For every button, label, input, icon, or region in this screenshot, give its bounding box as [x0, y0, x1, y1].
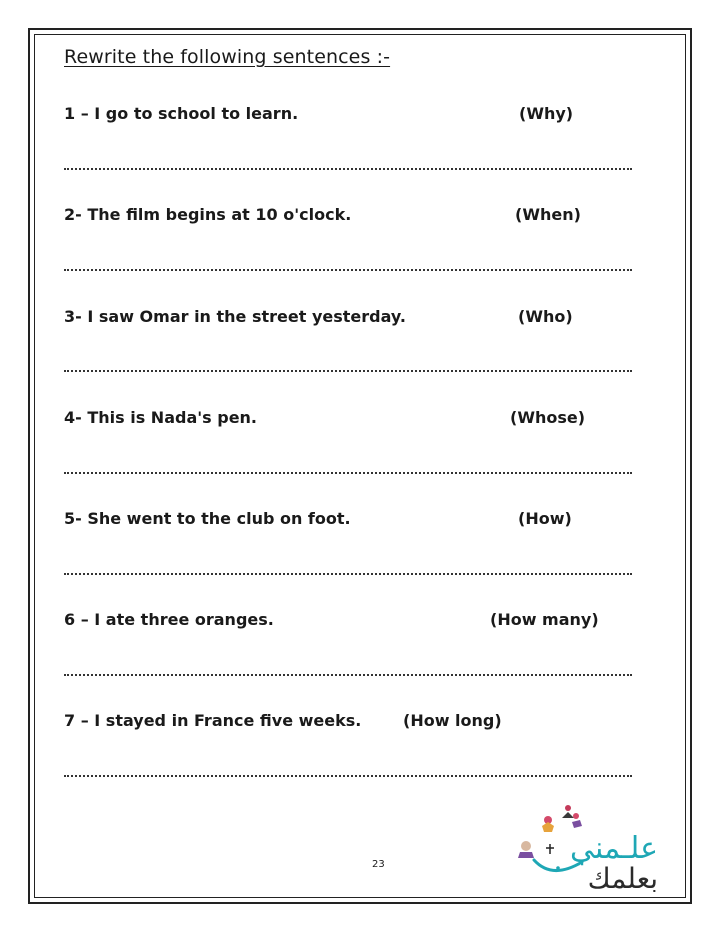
answer-line-2[interactable]: [64, 269, 632, 271]
question-7-text: 7 – I stayed in France five weeks.: [64, 711, 362, 730]
question-5-text: 5- She went to the club on foot.: [64, 509, 351, 528]
question-2-text: 2- The film begins at 10 o'clock.: [64, 205, 352, 224]
answer-line-3[interactable]: [64, 370, 632, 372]
question-6-text: 6 – I ate three oranges.: [64, 610, 274, 629]
svg-text:علـمني: علـمني: [569, 831, 658, 866]
question-6-cue: (How many): [490, 610, 599, 629]
page-border-inner: [34, 34, 686, 898]
answer-line-7[interactable]: [64, 775, 632, 777]
answer-line-4[interactable]: [64, 472, 632, 474]
page-number: 23: [372, 859, 385, 870]
question-1-text: 1 – I go to school to learn.: [64, 104, 299, 123]
svg-text:بعلمك: بعلمك: [587, 862, 658, 892]
question-1-cue: (Why): [519, 104, 574, 123]
answer-line-6[interactable]: [64, 674, 632, 676]
question-4-text: 4- This is Nada's pen.: [64, 408, 258, 427]
question-3-cue: (Who): [518, 307, 573, 326]
question-2-cue: (When): [515, 205, 581, 224]
answer-line-1[interactable]: [64, 168, 632, 170]
question-7-cue: (How long): [403, 711, 502, 730]
brand-logo: [512, 800, 662, 892]
question-5-cue: (How): [518, 509, 572, 528]
worksheet-title: Rewrite the following sentences :-: [64, 46, 391, 68]
question-4-cue: (Whose): [510, 408, 586, 427]
question-3-text: 3- I saw Omar in the street yesterday.: [64, 307, 406, 326]
answer-line-5[interactable]: [64, 573, 632, 575]
